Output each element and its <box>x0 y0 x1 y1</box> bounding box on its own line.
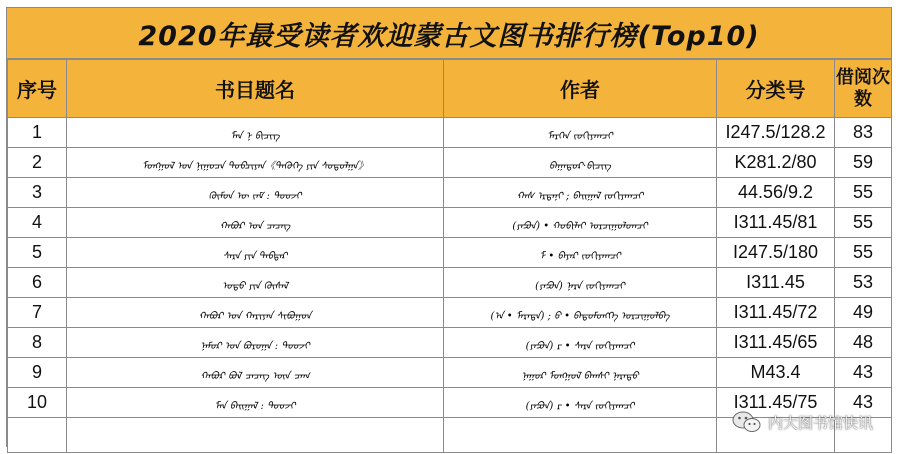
cell-author: ᠪᠠᠭᠠᠲᠤᠷ·ᠪᠢᠴᠢᠭ <box>444 148 717 178</box>
cell-borrow-count: 55 <box>835 238 892 268</box>
header-book-title: 书目题名 <box>67 60 444 118</box>
cell-rank: 9 <box>8 358 67 388</box>
cell-author: (ᠶᠠᠫᠣᠨ) ᠷ • ᠰᠠᠷᠠ ᠵᠣᠬᠢᠶᠠᠭᠴᠢ <box>444 388 717 418</box>
cell-class-no: M43.4 <box>717 358 835 388</box>
cell-class-no: I311.45/75 <box>717 388 835 418</box>
cell-author: (ᠠ • ᠮᠠᠷᠠᠲᠠ) ; ᠪ • ᠪᠠᠲᠤᠮᠦᠩᠬᠡ ᠣᠷᠴᠢᠭᠤᠯᠪᠠ <box>444 298 717 328</box>
watermark-text: 内大图书馆快讯 <box>767 413 873 432</box>
blank-cell <box>8 418 67 453</box>
table-row <box>8 298 892 328</box>
header-rank: 序号 <box>8 60 67 118</box>
cell-book-title: ᠬᠠᠪᠤᠷ ᠤᠨ ᠬᠠᠷᠢᠶᠠᠨ ᠰᠢᠪᠤᠭᠤᠨ <box>67 298 444 328</box>
cell-borrow-count: 83 <box>835 118 892 148</box>
table-row <box>8 118 892 148</box>
cell-borrow-count: 55 <box>835 208 892 238</box>
blank-cell <box>444 418 717 453</box>
cell-rank: 10 <box>8 388 67 418</box>
title-bar <box>7 8 891 59</box>
cell-class-no: I311.45/72 <box>717 298 835 328</box>
header-class-no: 分类号 <box>717 60 835 118</box>
cell-book-title: ᠰᠠᠷᠠ ᠶᠢᠨ ᠳᠡᠪᠲᠡᠷ <box>67 238 444 268</box>
cell-class-no: K281.2/80 <box>717 148 835 178</box>
table-row <box>8 208 892 238</box>
cell-rank: 8 <box>8 328 67 358</box>
cell-author: ᠮᠡᠷᠭᠡᠨ ᠵᠣᠬᠢᠶᠠᠭᠴᠢ <box>444 118 717 148</box>
cell-borrow-count: 43 <box>835 358 892 388</box>
cell-book-title: ᠮᠠᠨ ᠪᠠᠢᠭᠠᠯ : ᠲᠤᠤᠵᠢ <box>67 388 444 418</box>
cell-rank: 2 <box>8 148 67 178</box>
cell-author: (ᠶᠠᠫᠣᠨ) • ᠬᠤᠪᠢᠯᠠᠢ ᠣᠷᠴᠢᠭᠤᠯᠤᠭᠴᠢ <box>444 208 717 238</box>
cell-book-title: ᠣᠳᠣ ᠶᠢᠨ ᠬᠦᠰᠡᠯ <box>67 268 444 298</box>
cell-class-no: I311.45/65 <box>717 328 835 358</box>
table-row <box>8 358 892 388</box>
cell-borrow-count: 53 <box>835 268 892 298</box>
cell-book-title: ᠨᠠᠮᠤᠷ ᠤᠨ ᠪᠣᠷᠤᠭᠠ : ᠲᠤᠤᠵᠢ <box>67 328 444 358</box>
table-row <box>8 148 892 178</box>
cell-class-no: 44.56/9.2 <box>717 178 835 208</box>
cell-author: ᠬᠠᠰ ᠡᠷᠳᠡᠨᠢ ; ᠪᠠᠢᠭᠠᠯ ᠵᠣᠬᠢᠶᠠᠭᠴᠢ <box>444 178 717 208</box>
cell-book-title: ᠮᠣᠩᠭᠣᠯ ᠤᠨ ᠨᠢᠭᠤᠴᠠ ᠲᠣᠪᠴᠢᠶᠠᠨ《ᠲᠡᠭᠦᠬᠡ ᠶᠢᠨ ᠰᠤᠳᠤᠯᠭᠠ》 <box>67 148 444 178</box>
ranking-sheet <box>6 7 892 447</box>
cell-borrow-count: 48 <box>835 328 892 358</box>
cell-rank: 7 <box>8 298 67 328</box>
header-row <box>8 60 892 118</box>
cell-rank: 1 <box>8 118 67 148</box>
watermark <box>732 410 873 434</box>
cell-author: (ᠶᠠᠫᠣᠨ) ᠷ • ᠰᠠᠷᠠ ᠵᠣᠬᠢᠶᠠᠭᠴᠢ <box>444 328 717 358</box>
cell-book-title: ᠮᠠᠨ ᠨ ᠪᠢᠴᠢᠭ <box>67 118 444 148</box>
cell-rank: 6 <box>8 268 67 298</box>
header-borrow-count: 借阅次数 <box>835 60 892 118</box>
table-row <box>8 268 892 298</box>
cell-author: ᠮ • ᠪᠠᠶᠠᠷ ᠵᠣᠬᠢᠶᠠᠭᠴᠢ <box>444 238 717 268</box>
cell-class-no: I247.5/180 <box>717 238 835 268</box>
ranking-table <box>7 59 892 453</box>
cell-borrow-count: 49 <box>835 298 892 328</box>
cell-class-no: I311.45/81 <box>717 208 835 238</box>
wechat-icon <box>732 410 762 434</box>
header-author: 作者 <box>444 60 717 118</box>
table-row <box>8 328 892 358</box>
cell-rank: 5 <box>8 238 67 268</box>
page-title: 2020年最受读者欢迎蒙古文图书排行榜(Top10) <box>138 20 760 52</box>
table-row <box>8 178 892 208</box>
cell-rank: 4 <box>8 208 67 238</box>
cell-class-no: I247.5/128.2 <box>717 118 835 148</box>
table-body <box>8 118 892 453</box>
cell-rank: 3 <box>8 178 67 208</box>
cell-class-no: I311.45 <box>717 268 835 298</box>
cell-borrow-count: 43 <box>835 388 892 418</box>
cell-borrow-count: 59 <box>835 148 892 178</box>
table-row <box>8 238 892 268</box>
cell-book-title: ᠬᠠᠪᠤᠷ ᠪᠣᠯ ᠴᠡᠴᠡᠭ ᠦᠨ ᠴᠠᠭ <box>67 358 444 388</box>
cell-book-title: ᠬᠦᠮᠦᠨ ᠦ ᠵᠠᠮ : ᠲᠤᠤᠵᠢ <box>67 178 444 208</box>
cell-author: ᠨᠠᠭᠤᠷ ᠮᠣᠩᠭᠣᠯ ᠪᠠᠭᠰᠢ ᠨᠠᠷᠠᠲᠤ <box>444 358 717 388</box>
cell-book-title: ᠬᠠᠪᠤᠷ ᠤᠨ ᠴᠡᠴᠡᠭ <box>67 208 444 238</box>
cell-borrow-count: 55 <box>835 178 892 208</box>
cell-author: (ᠶᠠᠫᠣᠨ) ᠨᠠᠷᠠ ᠵᠣᠬᠢᠶᠠᠭᠴᠢ <box>444 268 717 298</box>
blank-cell <box>67 418 444 453</box>
